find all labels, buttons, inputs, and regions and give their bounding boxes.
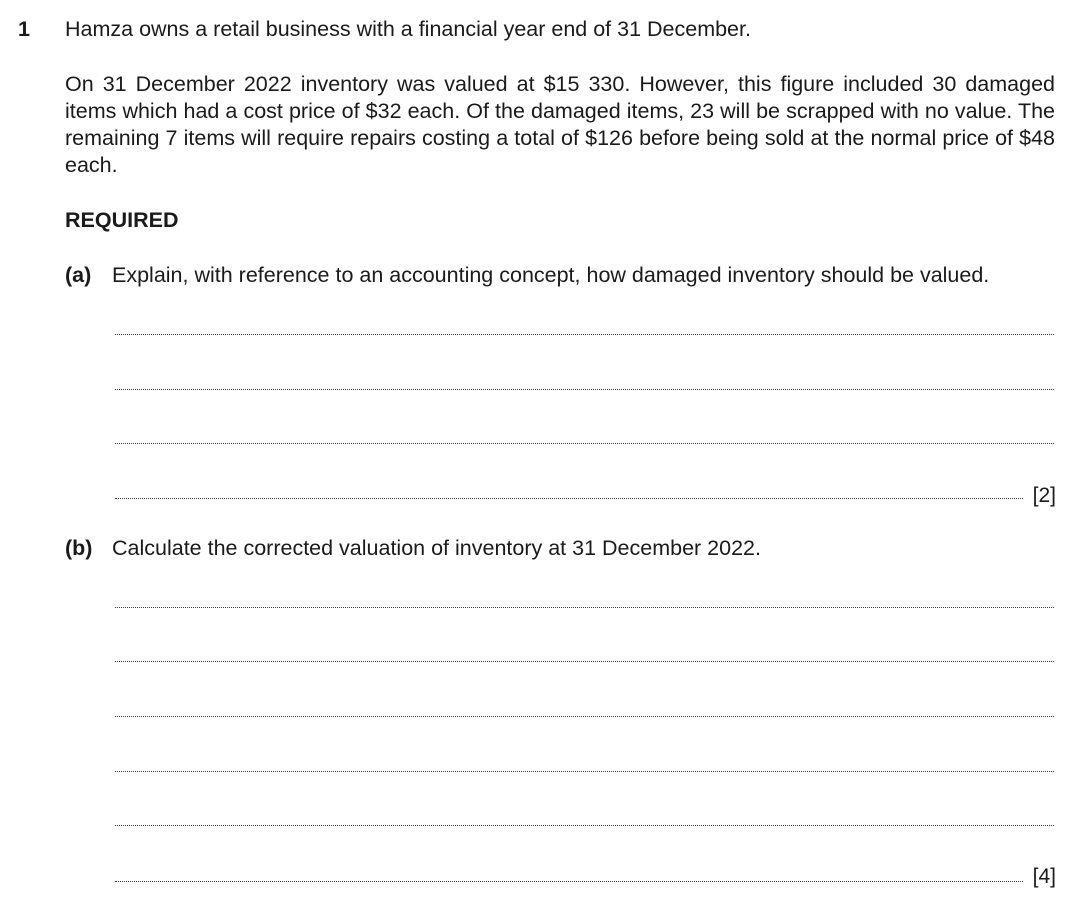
part-b-marks: [4] xyxy=(1032,865,1056,888)
answer-line[interactable] xyxy=(115,389,1054,390)
answer-line[interactable] xyxy=(115,334,1054,335)
part-a-text: Explain, with reference to an accounting concept, how damaged inventory should be valued. xyxy=(112,263,990,287)
answer-line[interactable] xyxy=(115,881,1023,882)
answer-line[interactable] xyxy=(115,716,1054,717)
required-heading: REQUIRED xyxy=(65,208,179,232)
answer-line[interactable] xyxy=(115,771,1054,772)
question-intro: Hamza owns a retail business with a financial year end of 31 December. xyxy=(65,17,751,41)
answer-line[interactable] xyxy=(115,607,1054,608)
question-number: 1 xyxy=(18,17,30,41)
answer-line[interactable] xyxy=(115,661,1054,662)
part-b-label: (b) xyxy=(65,536,93,560)
part-b-text: Calculate the corrected valuation of inventory at 31 December 2022. xyxy=(112,536,761,560)
part-a-marks: [2] xyxy=(1032,484,1056,507)
question-scenario: On 31 December 2022 inventory was valued at $15 330. However, this figure included 30 damaged items which had a cost price of $32 each. Of the damaged items, 23 will be scrapped with no value. The remaining 7 items will require repairs costing a total of $126 before being sold at the normal price of $48 each. xyxy=(65,72,1055,177)
part-a-label: (a) xyxy=(65,263,92,287)
answer-line[interactable] xyxy=(115,443,1054,444)
answer-line[interactable] xyxy=(115,825,1054,826)
answer-line[interactable] xyxy=(115,498,1023,499)
